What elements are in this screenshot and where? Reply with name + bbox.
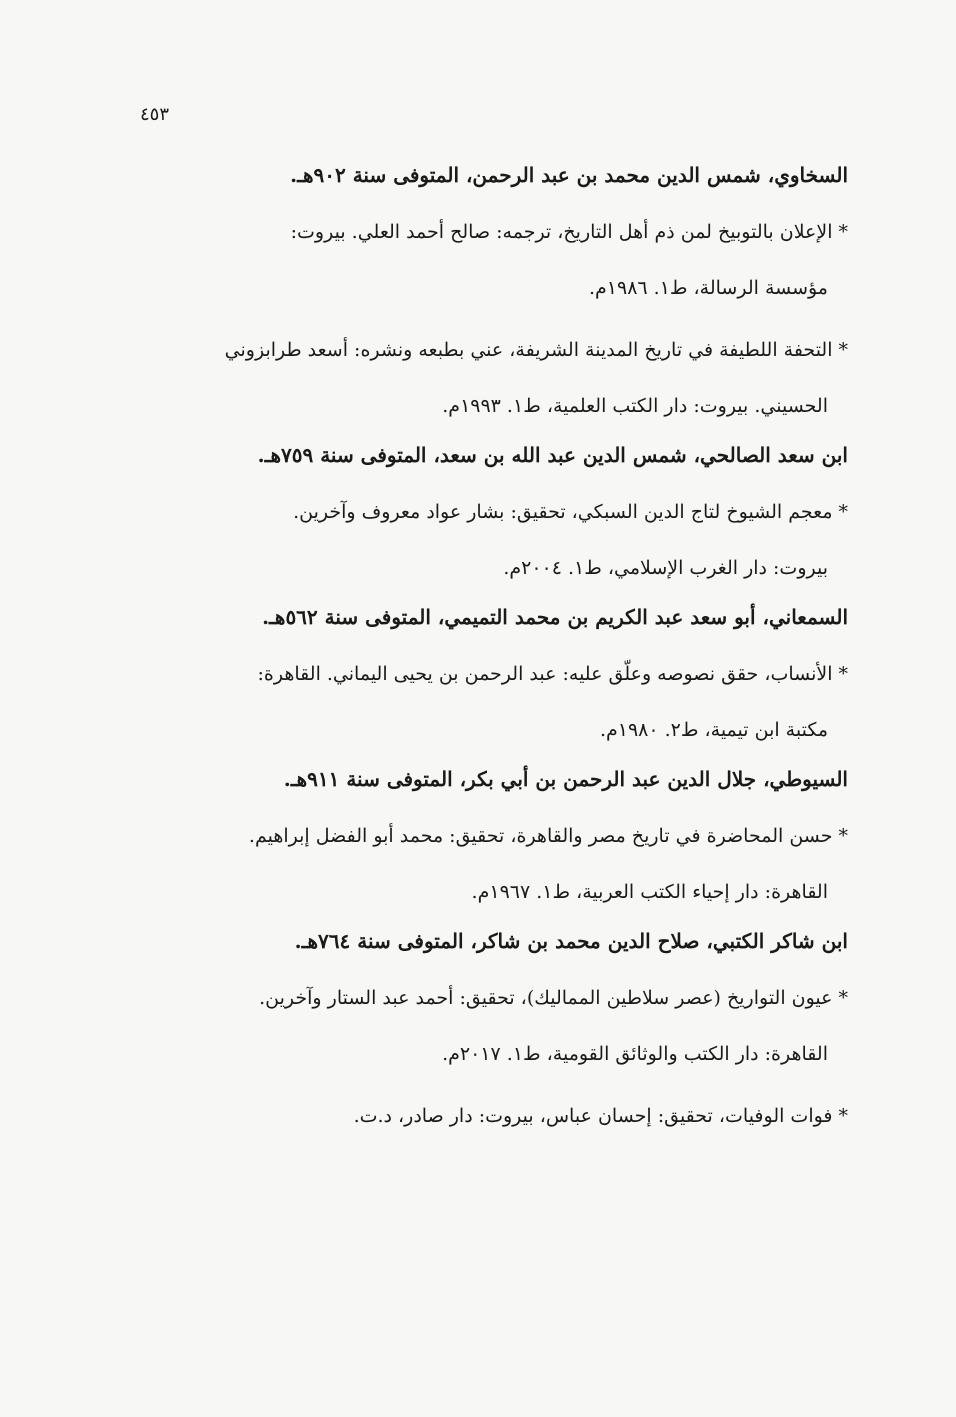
work-title: فوات الوفيات، تحقيق: إحسان عباس، بيروت: دار صادر، د.ت. <box>353 1105 833 1127</box>
work-item <box>132 970 848 1082</box>
entry-author: السيوطي، جلال الدين عبد الرحمن بن أبي بكر، المتوفى سنة ٩١١هـ. <box>283 767 848 791</box>
work-publication: القاهرة: دار الكتب والوثائق القومية، ط١. ٢٠١٧م. <box>442 1043 828 1065</box>
work-item <box>132 646 848 758</box>
work-title: الأنساب، حقق نصوصه وعلّق عليه: عبد الرحمن بن يحيى اليماني. القاهرة: <box>257 663 833 685</box>
entry-author: ابن شاكر الكتبي، صلاح الدين محمد بن شاكر، المتوفى سنة ٧٦٤هـ. <box>294 929 848 953</box>
entry-author: ابن سعد الصالحي، شمس الدين عبد الله بن سعد، المتوفى سنة ٧٥٩هـ. <box>257 443 848 467</box>
work-publication: بيروت: دار الغرب الإسلامي، ط١. ٢٠٠٤م. <box>503 557 828 579</box>
work-title: عيون التواريخ (عصر سلاطين المماليك)، تحقيق: أحمد عبد الستار وآخرين. <box>259 987 833 1009</box>
asterisk-icon: * <box>838 663 848 685</box>
work-title: التحفة اللطيفة في تاريخ المدينة الشريفة، عني بطبعه ونشره: أسعد طرابزوني <box>224 339 833 361</box>
work-item <box>132 484 848 596</box>
work-publication: القاهرة: دار إحياء الكتب العربية، ط١. ١٩٦٧م. <box>471 881 828 903</box>
bibliography <box>132 160 848 1150</box>
work-item <box>132 322 848 434</box>
work-publication: مؤسسة الرسالة، ط١. ١٩٨٦م. <box>588 277 828 299</box>
work-item <box>132 1088 848 1144</box>
asterisk-icon: * <box>838 339 848 361</box>
work-title: معجم الشيوخ لتاج الدين السبكي، تحقيق: بشار عواد معروف وآخرين. <box>293 501 833 523</box>
work-publication: الحسيني. بيروت: دار الكتب العلمية، ط١. ١٩٩٣م. <box>442 395 828 417</box>
work-title: حسن المحاضرة في تاريخ مصر والقاهرة، تحقيق: محمد أبو الفضل إبراهيم. <box>248 825 833 847</box>
work-publication: مكتبة ابن تيمية، ط٢. ١٩٨٠م. <box>599 719 828 741</box>
entry-author: السخاوي، شمس الدين محمد بن عبد الرحمن، المتوفى سنة ٩٠٢هـ. <box>290 163 848 187</box>
asterisk-icon: * <box>838 221 848 243</box>
asterisk-icon: * <box>838 501 848 523</box>
asterisk-icon: * <box>838 825 848 847</box>
work-title: الإعلان بالتوبيخ لمن ذم أهل التاريخ، ترجمه: صالح أحمد العلي. بيروت: <box>290 221 833 243</box>
asterisk-icon: * <box>838 1105 848 1127</box>
asterisk-icon: * <box>838 987 848 1009</box>
work-item <box>132 808 848 920</box>
entry-author: السمعاني، أبو سعد عبد الكريم بن محمد التميمي، المتوفى سنة ٥٦٢هـ. <box>262 605 848 629</box>
page-number: ٤٥٣ <box>140 104 170 125</box>
work-item <box>132 204 848 316</box>
